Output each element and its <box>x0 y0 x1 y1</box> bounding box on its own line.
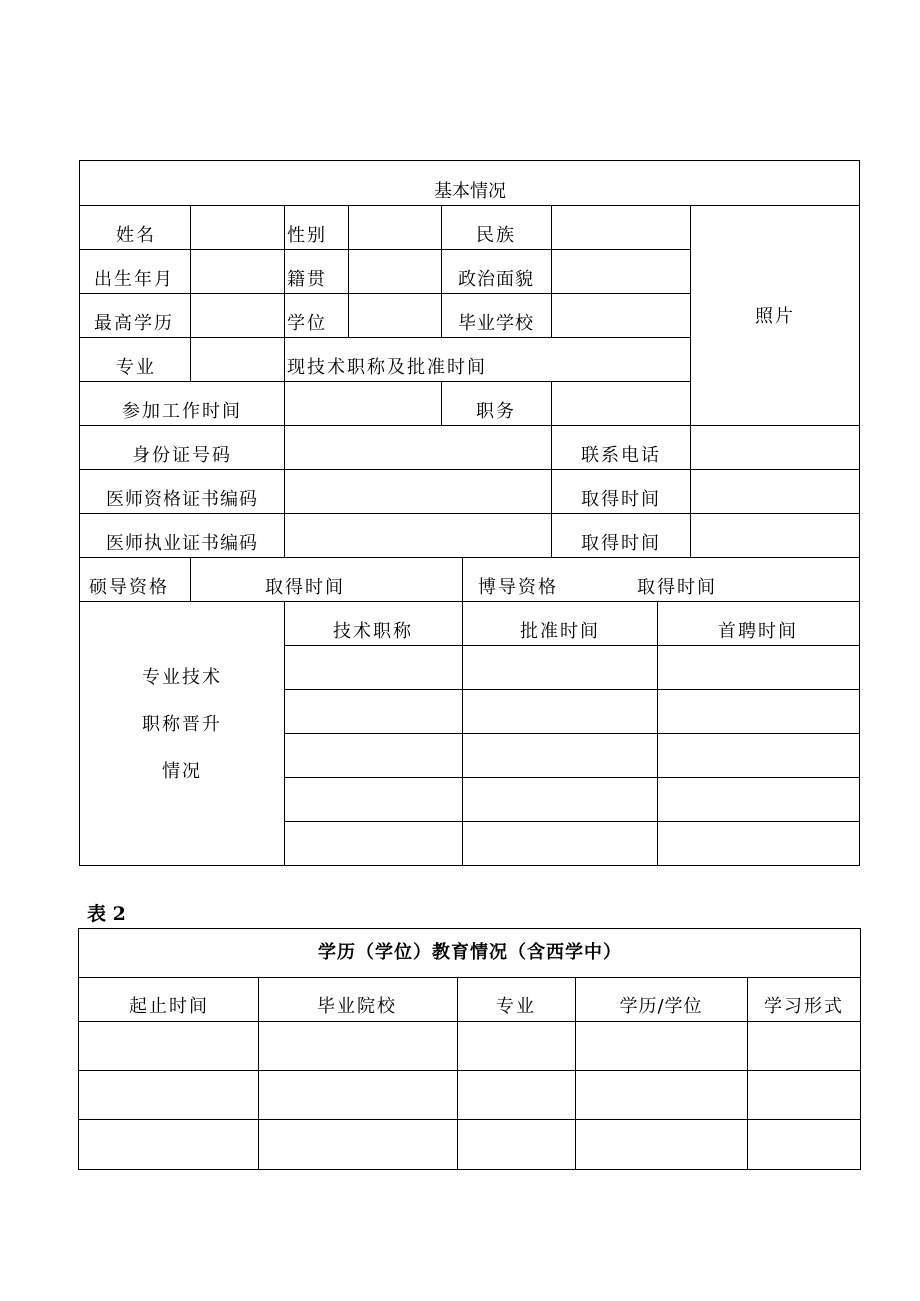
col-divider <box>284 337 285 381</box>
label-birth: 出生年月 <box>94 269 174 290</box>
row-divider <box>79 977 860 978</box>
row-divider <box>80 381 690 382</box>
row-divider <box>80 425 859 426</box>
row-divider <box>80 205 859 206</box>
label-obtain-time: 取得时间 <box>581 533 661 554</box>
label-doctoral-supervisor: 博导资格 <box>478 577 558 598</box>
label-name: 姓名 <box>116 225 156 246</box>
col-divider <box>190 557 191 601</box>
row-divider <box>79 1021 860 1022</box>
col-divider <box>441 381 442 425</box>
col-divider <box>190 337 191 381</box>
label-obtain-time: 取得时间 <box>581 489 661 510</box>
row-divider <box>80 249 690 250</box>
label-physician-cert: 医师资格证书编码 <box>106 489 258 510</box>
header-approval-time: 批准时间 <box>520 621 600 642</box>
label-current-title: 现技术职称及批准时间 <box>287 357 487 378</box>
label-gender: 性别 <box>287 225 327 246</box>
label-ethnicity: 民族 <box>476 225 516 246</box>
row-divider <box>80 337 690 338</box>
label-promotion-line2: 职称晋升 <box>142 714 222 735</box>
col-divider <box>462 557 463 601</box>
label-promotion-line3: 情况 <box>162 761 202 782</box>
label-education: 最高学历 <box>94 313 174 334</box>
row-divider <box>80 513 859 514</box>
row-divider <box>80 601 859 602</box>
header-period: 起止时间 <box>129 996 209 1017</box>
label-political-status: 政治面貌 <box>458 269 534 290</box>
col-divider <box>190 205 191 337</box>
col-divider <box>462 601 463 865</box>
label-degree: 学位 <box>287 313 327 334</box>
col-divider <box>551 381 552 425</box>
row-divider <box>80 557 859 558</box>
header-major: 专业 <box>496 996 536 1017</box>
header-tech-title: 技术职称 <box>333 621 413 642</box>
row-divider <box>79 1119 860 1120</box>
basic-info-table <box>79 160 860 866</box>
row-divider <box>80 293 690 294</box>
label-major: 专业 <box>116 357 156 378</box>
label-doctoral-time: 取得时间 <box>637 577 717 598</box>
col-divider <box>551 205 552 337</box>
col-divider <box>690 425 691 557</box>
row-divider <box>284 777 859 778</box>
header-first-hire-time: 首聘时间 <box>718 621 798 642</box>
label-id-number: 身份证号码 <box>132 445 232 466</box>
header-school: 毕业院校 <box>317 996 397 1017</box>
label-native-place: 籍贯 <box>287 269 327 290</box>
col-divider <box>284 425 285 557</box>
col-divider <box>747 977 748 1169</box>
label-work-start: 参加工作时间 <box>122 401 242 422</box>
col-divider <box>284 205 285 337</box>
table2-title: 学历（学位）教育情况（含西学中） <box>318 942 622 963</box>
label-master-time: 取得时间 <box>265 577 345 598</box>
table-title: 基本情况 <box>434 181 506 202</box>
col-divider <box>284 601 285 865</box>
label-phone: 联系电话 <box>581 445 661 466</box>
table2-caption: 表 2 <box>87 903 126 925</box>
col-divider <box>657 601 658 865</box>
col-divider <box>348 205 349 337</box>
col-divider <box>457 977 458 1169</box>
row-divider <box>79 1070 860 1071</box>
label-school: 毕业学校 <box>458 313 534 334</box>
label-practice-cert: 医师执业证书编码 <box>106 533 258 554</box>
row-divider <box>284 821 859 822</box>
col-divider <box>258 977 259 1169</box>
row-divider <box>284 689 859 690</box>
col-divider <box>551 425 552 557</box>
col-divider <box>441 205 442 337</box>
header-study-form: 学习形式 <box>764 996 844 1017</box>
header-degree: 学历/学位 <box>619 996 703 1017</box>
label-promotion-line1: 专业技术 <box>142 667 222 688</box>
education-table <box>78 928 861 1170</box>
row-divider <box>284 645 859 646</box>
label-master-supervisor: 硕导资格 <box>89 577 169 598</box>
col-divider <box>284 381 285 425</box>
label-position: 职务 <box>476 401 516 422</box>
col-divider <box>575 977 576 1169</box>
row-divider <box>80 469 859 470</box>
label-photo: 照片 <box>755 306 795 327</box>
col-divider <box>690 205 691 425</box>
row-divider <box>284 733 859 734</box>
